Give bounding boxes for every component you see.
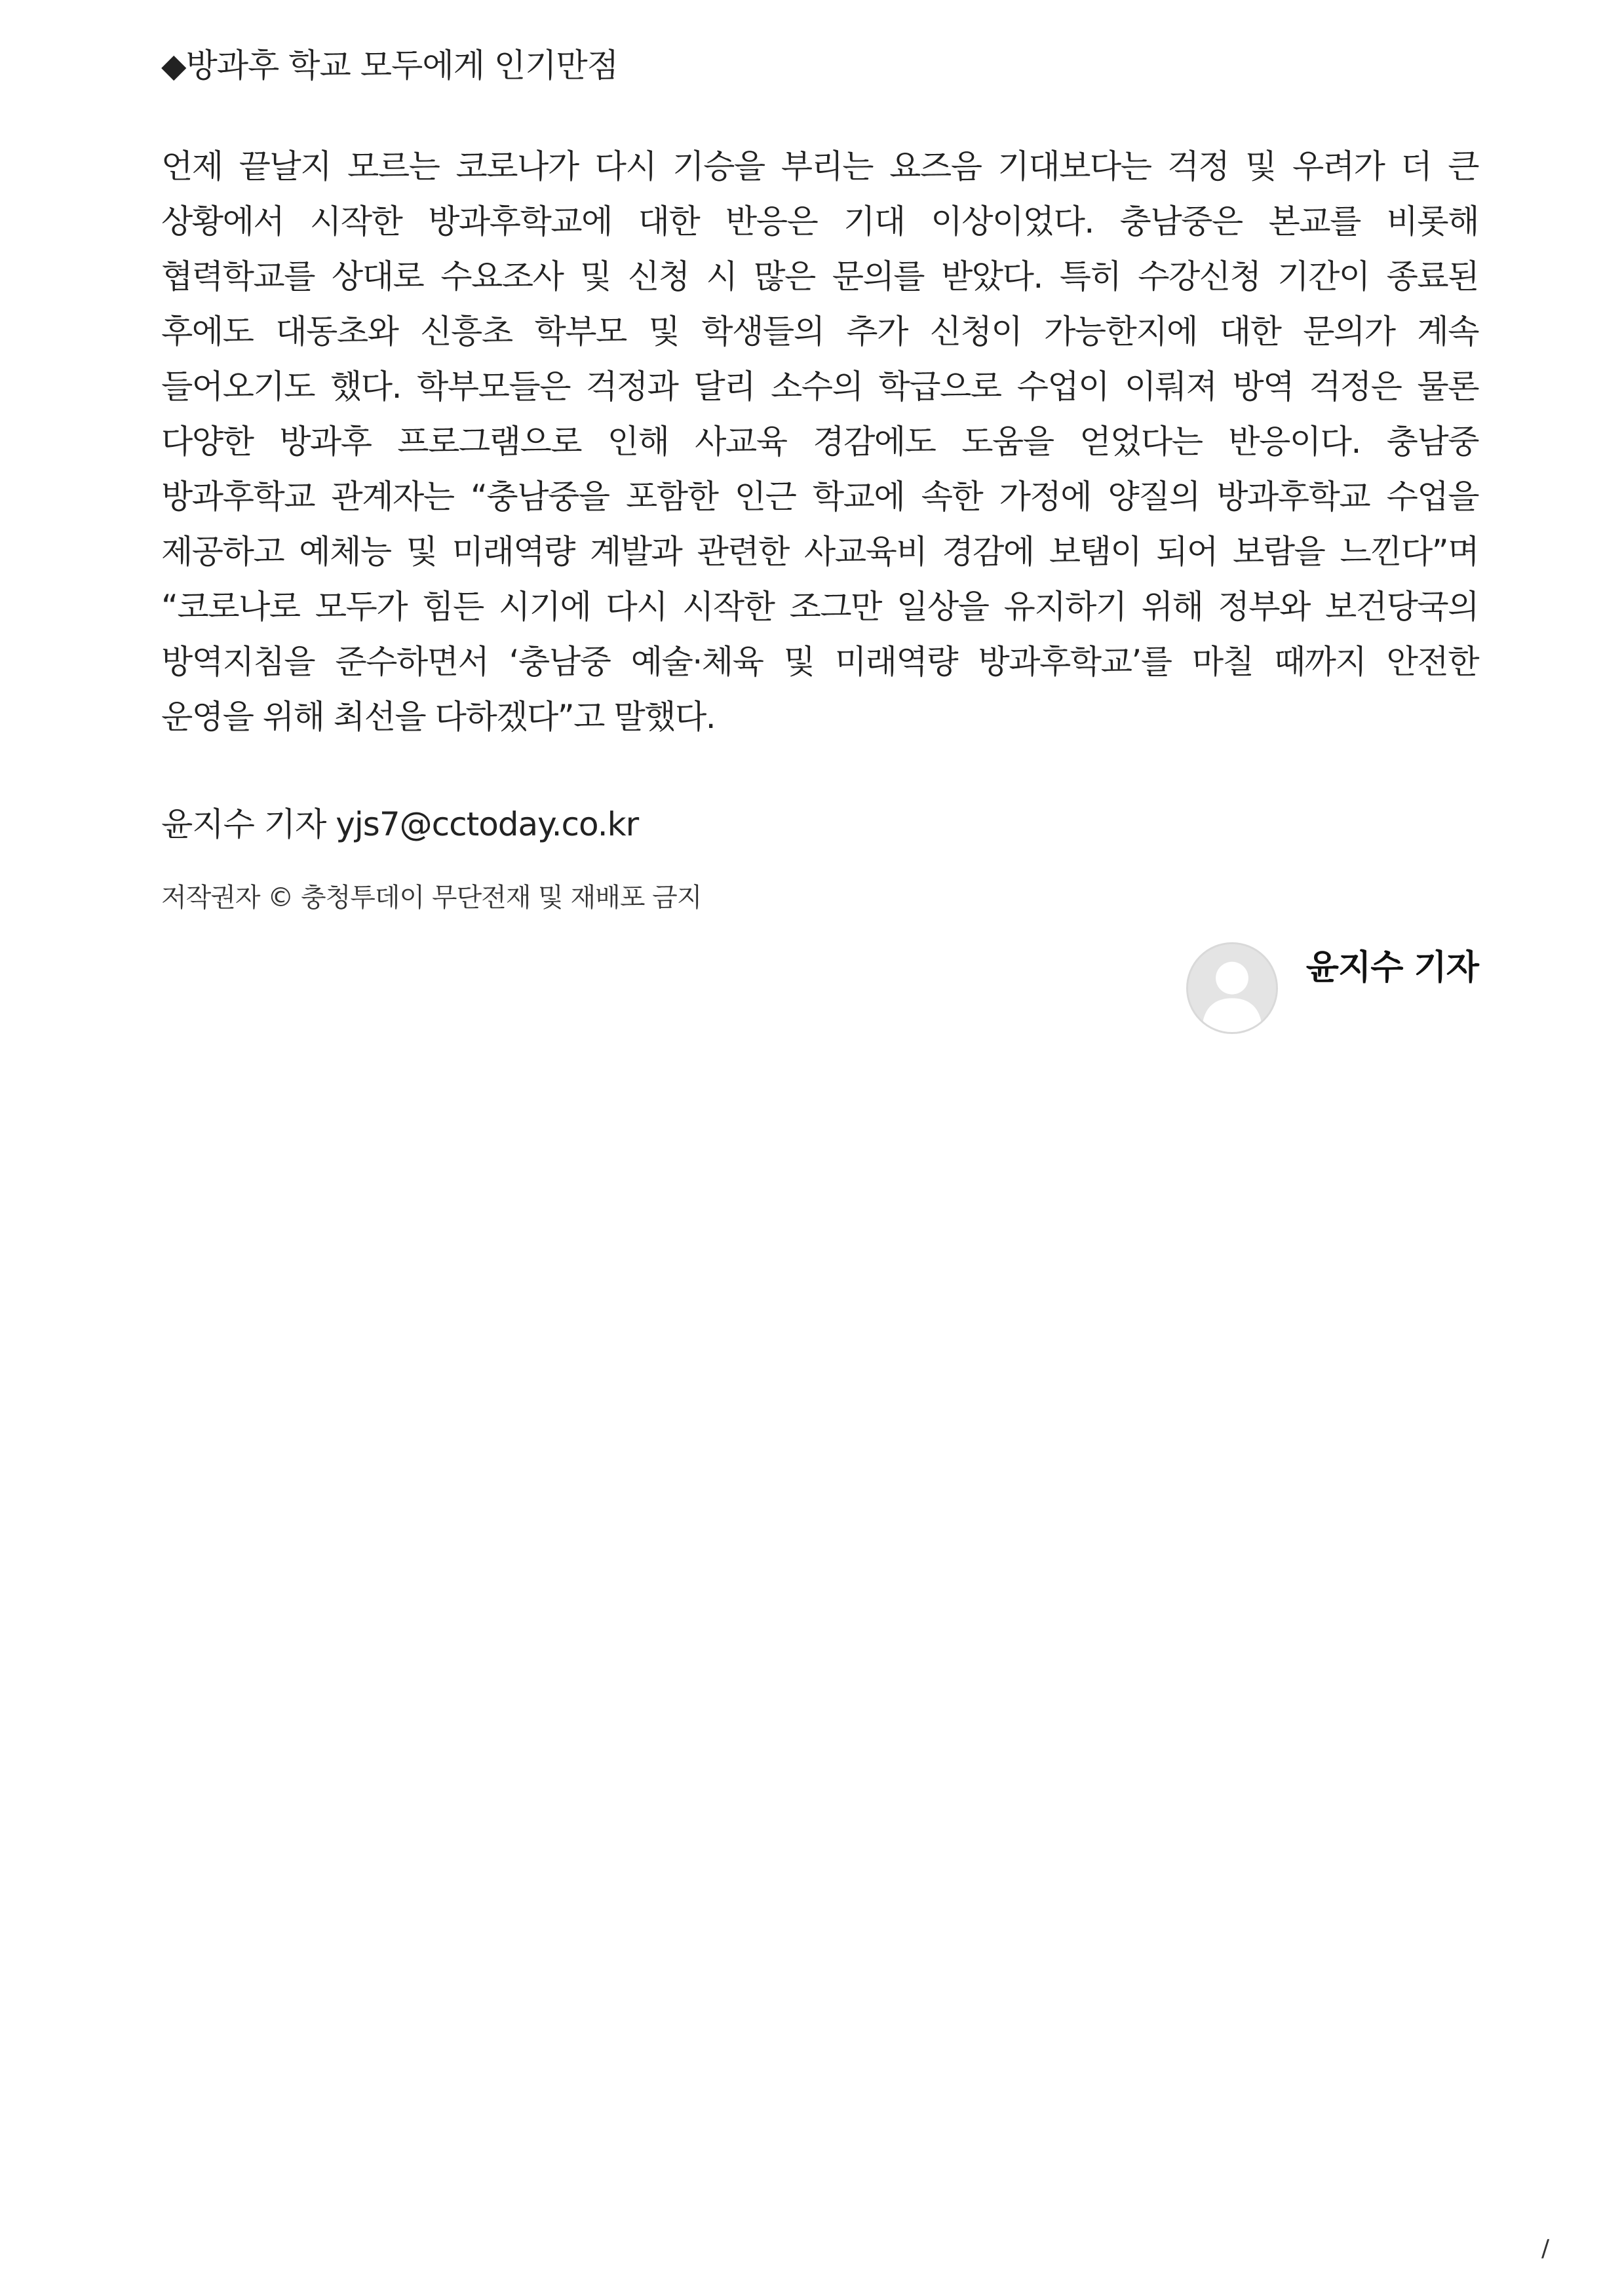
page-number: /: [1541, 2235, 1550, 2262]
author-name[interactable]: 윤지수 기자: [1305, 948, 1478, 987]
default-user-avatar-icon: [1186, 942, 1278, 1034]
article-subheading: ◆방과후 학교 모두에게 인기만점: [161, 47, 619, 85]
copyright-notice: 저작권자 © 충청투데이 무단전재 및 재배포 금지: [161, 883, 702, 913]
author-profile[interactable]: [1186, 942, 1478, 1041]
reporter-byline: 윤지수 기자 yjs7@cctoday.co.kr: [161, 805, 639, 843]
article-body: [161, 38, 1478, 917]
article-paragraph: 언제 끝날지 모르는 코로나가 다시 기승을 부리는 요즈음 기대보다는 걱정 및 우려가 더 큰 상황에서 시작한 방과후학교에 대한 반응은 기대 이상이었다. 충남중은 본교를 비롯해 협력학교를 상대로 수요조사 및 신청 시 많은 문의를 받았다. 특히 수강신청 기간이 종료된 후에도 대동초와 신흥초 학부모 및 학생들의 추가 신청이 가능한지에 대한 문의가 계속 들어오기도 했다. 학부모들은 걱정과 달리 소수의 학급으로 수업이 이뤄져 방역 걱정은 물론 다양한 방과후 프로그램으로 인해 사교육 경감에도 도움을 얻었다는 반응이다. 충남중 방과후학교 관계자는 “충남중을 포함한 인근 학교에 속한 가정에 양질의 방과후학교 수업을 제공하고 예체능 및 미래역량 계발과 관련한 사교육비 경감에 보탬이 되어 보람을 느낀다”며 “코로나로 모두가 힘든 시기에 다시 시작한 조그만 일상을 유지하기 위해 정부와 보건당국의 방역지침을 준수하면서 ‘충남중 예술·체육 및 미래역량 방과후학교’를 마칠 때까지 안전한 운영을 위해 최선을 다하겠다”고 말했다.: [161, 147, 1478, 736]
